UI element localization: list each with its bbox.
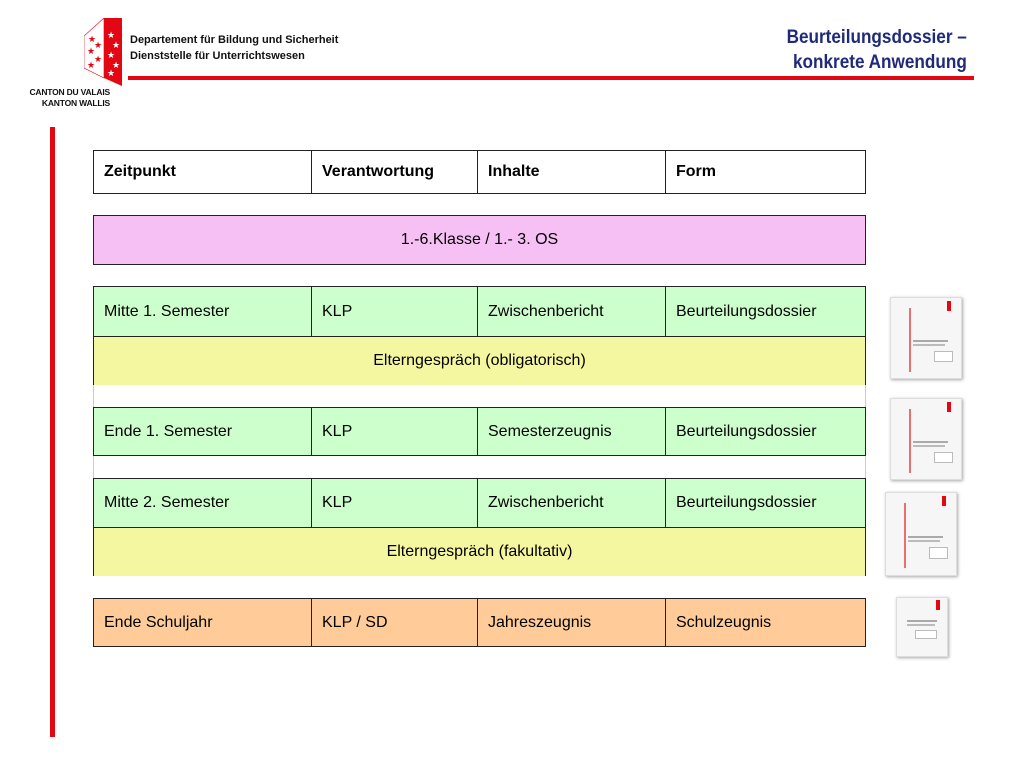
svg-text:★: ★ (112, 61, 121, 71)
cell-zeitpunkt: Mitte 2. Semester (94, 479, 312, 527)
cell-zeitpunkt: Mitte 1. Semester (94, 287, 312, 336)
header-form: Form (676, 163, 716, 180)
header-zeitpunkt: Zeitpunkt (94, 151, 312, 193)
row-spacer (93, 385, 866, 407)
document-icon (885, 492, 957, 576)
cell-verantwortung: KLP / SD (312, 599, 478, 646)
svg-text:★: ★ (94, 55, 103, 65)
svg-text:★: ★ (107, 51, 116, 61)
table-group-4 (93, 598, 866, 647)
note-row: Elterngespräch (fakultativ) (94, 527, 865, 576)
left-accent-bar (50, 127, 55, 737)
cell-verantwortung: KLP (312, 479, 478, 527)
note-row: Elterngespräch (obligatorisch) (94, 336, 865, 385)
cell-form: Beurteilungsdossier (676, 422, 817, 440)
level-banner (93, 215, 866, 265)
cell-inhalte: Jahreszeugnis (478, 599, 666, 646)
department-label (130, 32, 338, 64)
cell-inhalte: Zwischenbericht (478, 479, 666, 527)
table-group-2 (93, 407, 866, 456)
svg-text:★: ★ (87, 47, 96, 57)
cell-inhalte: Zwischenbericht (478, 287, 666, 336)
svg-text:★: ★ (107, 31, 116, 41)
level-banner-text: 1.-6.Klasse / 1.- 3. OS (400, 231, 559, 248)
svg-text:★: ★ (112, 41, 121, 51)
document-icon (890, 398, 962, 480)
svg-text:★: ★ (87, 61, 96, 71)
slide-title-line2: konkrete Anwendung (793, 51, 967, 73)
canton-valais-flag-logo (84, 18, 122, 86)
service-name: Dienststelle für Unterrichtswesen (130, 50, 305, 62)
cell-form: Schulzeugnis (676, 613, 772, 631)
svg-text:★: ★ (88, 35, 97, 45)
document-icon (890, 297, 962, 379)
department-name: Departement für Bildung und Sicherheit (130, 34, 339, 46)
table-group-3 (93, 478, 866, 576)
table-group-1 (93, 286, 866, 385)
svg-text:★: ★ (94, 41, 103, 51)
cell-zeitpunkt: Ende 1. Semester (94, 408, 312, 455)
header-divider (128, 76, 974, 80)
canton-name-fr: CANTON DU VALAIS (29, 87, 110, 97)
header-verantwortung: Verantwortung (312, 151, 478, 193)
slide-title (787, 25, 967, 75)
canton-name-de: KANTON WALLIS (41, 98, 110, 108)
slide-title-line1: Beurteilungsdossier – (786, 26, 967, 48)
cell-form: Beurteilungsdossier (676, 494, 817, 511)
table-row (94, 599, 865, 646)
cell-form: Beurteilungsdossier (676, 302, 817, 320)
table-row (94, 479, 865, 527)
cell-verantwortung: KLP (312, 408, 478, 455)
table-header (93, 150, 866, 194)
table-row (94, 287, 865, 336)
cell-verantwortung: KLP (312, 287, 478, 336)
header-inhalte: Inhalte (478, 151, 666, 193)
cell-zeitpunkt: Ende Schuljahr (94, 599, 312, 646)
cell-inhalte: Semesterzeugnis (478, 408, 666, 455)
table-row (94, 408, 865, 455)
row-spacer (93, 456, 866, 478)
svg-text:★: ★ (107, 69, 116, 79)
document-icon (896, 597, 948, 657)
canton-name (14, 87, 110, 109)
